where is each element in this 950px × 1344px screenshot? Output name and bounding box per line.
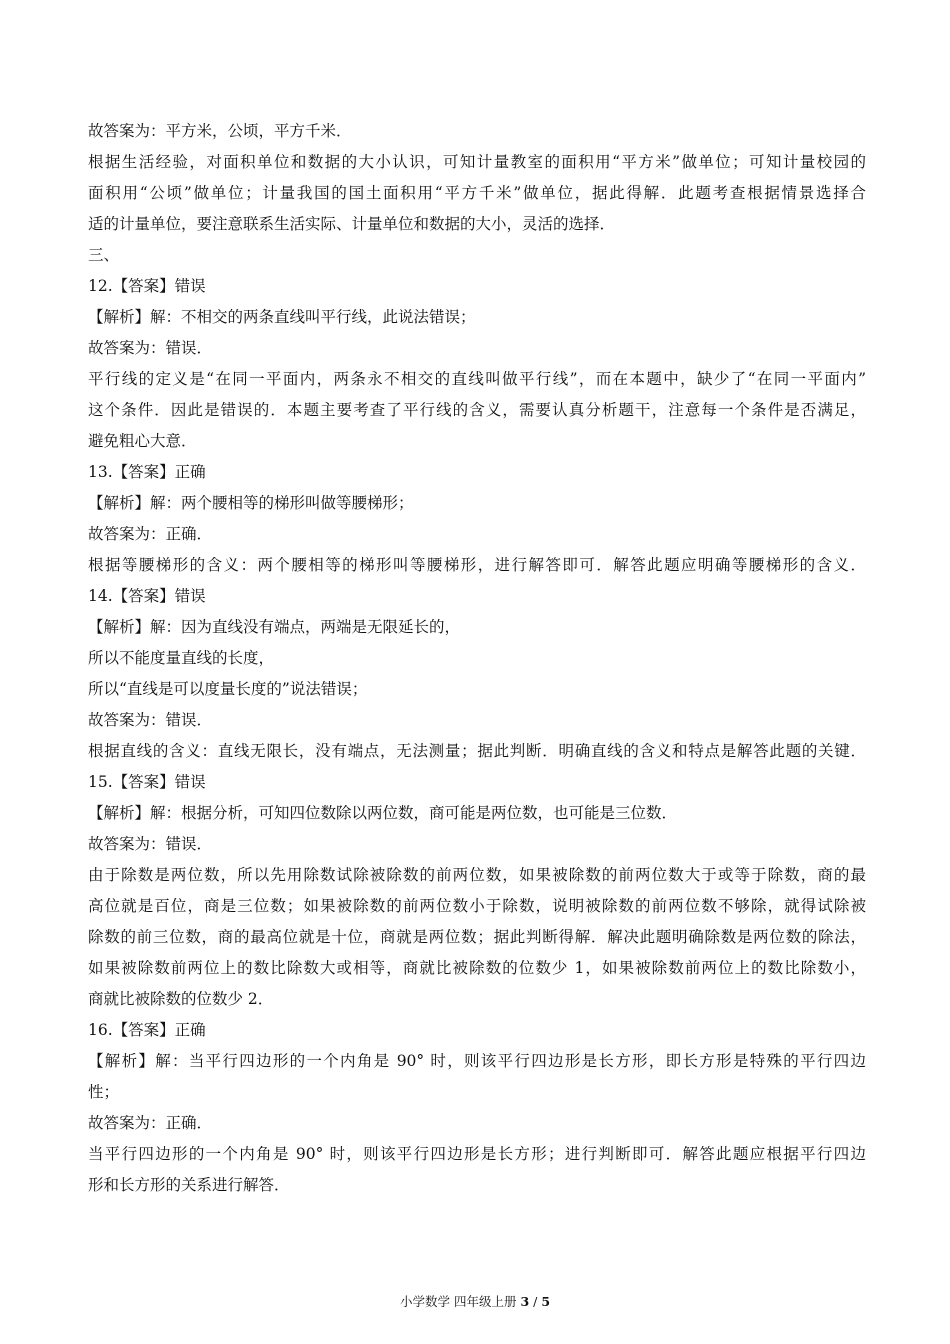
text-line: 当平行四边形的一个内角是 90° 时，则该平行四边形是长方形；进行判断即可．解答此题应根据平行四边 — [88, 1145, 866, 1163]
answer-line: 16.【答案】正确 — [88, 1021, 206, 1039]
text-line: 【解析】解：因为直线没有端点，两端是无限延长的， — [88, 618, 461, 636]
page-total: 5 — [541, 1294, 551, 1309]
answer-line: 15.【答案】错误 — [88, 773, 206, 791]
text-line: 故答案为：错误． — [88, 835, 213, 853]
page-footer — [0, 1293, 950, 1311]
text-line: 商就比被除数的位数少 2． — [88, 990, 274, 1008]
text-line: 根据生活经验，对面积单位和数据的大小认识，可知计量教室的面积用“平方米”做单位；可知计量校园的 — [88, 153, 866, 171]
text-line: 【解析】解：不相交的两条直线叫平行线，此说法错误； — [88, 308, 476, 326]
answer-line: 13.【答案】正确 — [88, 463, 206, 481]
text-line: 如果被除数前两位上的数比除数大或相等，商就比被除数的位数少 1，如果被除数前两位上的数比除数小， — [88, 959, 866, 977]
answer-line: 14.【答案】错误 — [88, 587, 206, 605]
text-line: 故答案为：正确． — [88, 1114, 213, 1132]
text-line: 面积用“公顷”做单位；计量我国的国土面积用“平方千米”做单位，据此得解．此题考查根据情景选择合 — [88, 184, 866, 202]
text-line: 所以不能度量直线的长度， — [88, 649, 275, 667]
text-line: 根据等腰梯形的含义：两个腰相等的梯形叫等腰梯形，进行解答即可．解答此题应明确等腰梯形的含义． — [88, 556, 866, 574]
section-heading: 三、 — [88, 246, 120, 264]
text-line: 形和长方形的关系进行解答． — [88, 1176, 290, 1194]
page-number: 3 — [520, 1294, 530, 1309]
text-line: 故答案为：平方米，公顷，平方千米． — [88, 122, 352, 140]
page-separator: / — [533, 1294, 538, 1309]
text-line: 【解析】解：根据分析，可知四位数除以两位数，商可能是两位数，也可能是三位数． — [88, 804, 678, 822]
text-line: 故答案为：错误． — [88, 711, 213, 729]
text-line: 根据直线的含义：直线无限长，没有端点，无法测量；据此判断．明确直线的含义和特点是解答此题的关键． — [88, 742, 866, 760]
text-line: 【解析】解：当平行四边形的一个内角是 90° 时，则该平行四边形是长方形，即长方形是特殊的平行四边 — [88, 1052, 866, 1070]
answer-line: 12.【答案】错误 — [88, 277, 206, 295]
text-line: 性； — [88, 1083, 120, 1101]
text-line: 所以“直线是可以度量长度的”说法错误； — [88, 680, 368, 698]
text-line: 由于除数是两位数，所以先用除数试除被除数的前两位数，如果被除数的前两位数大于或等于除数，商的最 — [88, 866, 866, 884]
text-line: 平行线的定义是“在同一平面内，两条永不相交的直线叫做平行线”，而在本题中，缺少了“在同一平面内” — [88, 370, 866, 388]
document-body — [88, 116, 866, 1201]
text-line: 故答案为：正确． — [88, 525, 213, 543]
text-line: 【解析】解：两个腰相等的梯形叫做等腰梯形； — [88, 494, 414, 512]
text-line: 避免粗心大意． — [88, 432, 197, 450]
text-line: 适的计量单位，要注意联系生活实际、计量单位和数据的大小，灵活的选择． — [88, 215, 616, 233]
text-line: 故答案为：错误． — [88, 339, 213, 357]
text-line: 这个条件．因此是错误的．本题主要考查了平行线的含义，需要认真分析题干，注意每一个条件是否满足， — [88, 401, 866, 419]
text-line: 除数的前三位数，商的最高位就是十位，商就是两位数；据此判断得解．解决此题明确除数是两位数的除法， — [88, 928, 866, 946]
text-line: 高位就是百位，商是三位数；如果被除数的前两位数小于除数，说明被除数的前两位数不够除，就得试除被 — [88, 897, 866, 915]
footer-label: 小学数学 四年级上册 — [399, 1294, 517, 1309]
